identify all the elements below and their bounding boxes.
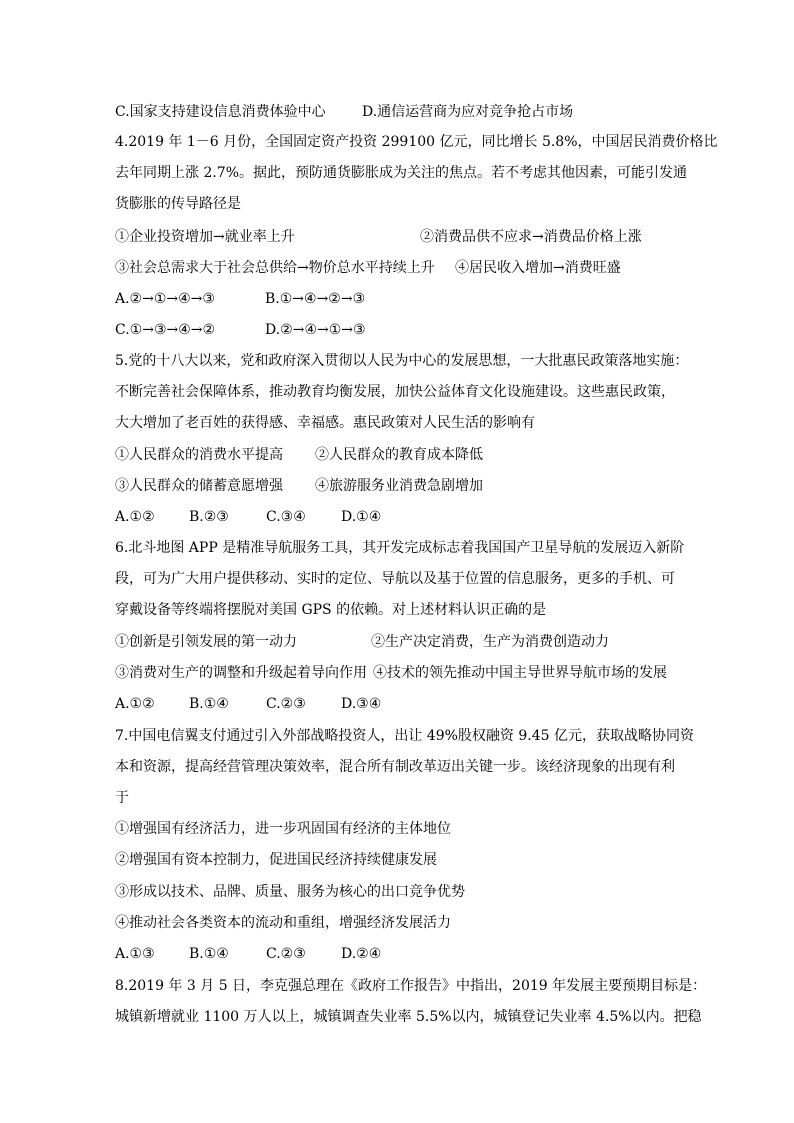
q7-item-2: ②增强国有资本控制力，促进国民经济持续健康发展 <box>115 852 437 868</box>
q4-stem-line-1: 4.2019 年 1－6 月份，全国固定资产投资 299100 亿元，同比增长 5.8%，中国居民消费价格比 <box>115 134 718 150</box>
q5-item-1: ①人民群众的消费水平提高 <box>115 447 283 463</box>
q3-option-d: D.通信运营商为应对竞争抢占市场 <box>362 104 574 120</box>
q5-item-4: ④旅游服务业消费急剧增加 <box>315 478 483 494</box>
q5-stem-line-3: 大大增加了老百姓的获得感、幸福感。惠民政策对人民生活的影响有 <box>115 415 535 431</box>
q5-stem-line-1: 5.党的十八大以来，党和政府深入贯彻以人民为中心的发展思想，一大批惠民政策落地实施： <box>115 353 689 369</box>
q6-stem-line-3: 穿戴设备等终端将摆脱对美国 GPS 的依赖。对上述材料认识正确的是 <box>115 602 547 618</box>
q7-item-4: ④推动社会各类资本的流动和重组，增强经济发展活力 <box>115 915 451 931</box>
q4-item-3: ③社会总需求大于社会总供给→物价总水平持续上升 <box>115 260 435 276</box>
q7-item-1: ①增强国有经济活力，进一步巩固国有经济的主体地位 <box>115 821 451 837</box>
q6-option-d: D.③④ <box>341 696 382 712</box>
q5-stem-line-2: 不断完善社会保障体系，推动教育均衡发展，加快公益体育文化设施建设。这些惠民政策， <box>115 384 675 400</box>
q4-option-c: C.①→③→④→② <box>115 322 216 338</box>
q4-option-d: D.②→④→①→③ <box>265 322 366 338</box>
q7-stem-line-2: 本和资源，提高经营管理决策效率，混合所有制改革迈出关键一步。该经济现象的出现有利 <box>115 759 675 775</box>
q8-stem-line-2: 城镇新增就业 1100 万人以上，城镇调查失业率 5.5%以内，城镇登记失业率 4.5%以内。把稳 <box>115 1009 702 1025</box>
q4-option-a: A.②→①→④→③ <box>115 291 215 307</box>
q7-stem-line-1: 7.中国电信翼支付通过引入外部战略投资人，出让 49%股权融资 9.45 亿元，获取战略协同资 <box>115 728 694 744</box>
q7-option-c: C.②③ <box>266 946 306 962</box>
q5-option-c: C.③④ <box>266 509 306 525</box>
q6-item-4: ④技术的领先推动中国主导世界导航市场的发展 <box>373 665 667 681</box>
q7-option-a: A.①③ <box>115 946 155 962</box>
q4-item-2: ②消费品供不应求→消费品价格上涨 <box>420 229 642 245</box>
q6-stem-line-2: 段，可为广大用户提供移动、实时的定位、导航以及基于位置的信息服务，更多的手机、可 <box>115 571 675 587</box>
q4-item-4: ④居民收入增加→消费旺盛 <box>455 260 621 276</box>
q4-stem-line-2: 去年同期上涨 2.7%。据此，预防通货膨胀成为关注的焦点。若不考虑其他因素，可能引发通 <box>115 165 688 181</box>
q6-option-c: C.②③ <box>266 696 306 712</box>
q6-item-3: ③消费对生产的调整和升级起着导向作用 <box>115 665 367 681</box>
q5-option-b: B.②③ <box>189 509 229 525</box>
q7-stem-line-3: 于 <box>115 790 129 806</box>
q6-stem-line-1: 6.北斗地图 APP 是精准导航服务工具，其开发完成标志着我国国产卫星导航的发展迈入新阶 <box>115 540 685 556</box>
q5-item-3: ③人民群众的储蓄意愿增强 <box>115 478 283 494</box>
q4-option-b: B.①→④→②→③ <box>265 291 366 307</box>
q6-item-1: ①创新是引领发展的第一动力 <box>115 634 297 650</box>
q7-option-b: B.①④ <box>189 946 229 962</box>
q6-option-a: A.①② <box>115 696 155 712</box>
q5-option-a: A.①② <box>115 509 155 525</box>
q4-item-1: ①企业投资增加→就业率上升 <box>115 229 295 245</box>
q7-item-3: ③形成以技术、品牌、质量、服务为核心的出口竞争优势 <box>115 884 465 900</box>
q8-stem-line-1: 8.2019 年 3 月 5 日，李克强总理在《政府工作报告》中指出，2019 年发展主要预期目标是： <box>115 978 707 994</box>
q4-stem-line-3: 货膨胀的传导路径是 <box>115 196 241 212</box>
q6-option-b: B.①④ <box>189 696 229 712</box>
q6-item-2: ②生产决定消费，生产为消费创造动力 <box>371 634 609 650</box>
q5-item-2: ②人民群众的教育成本降低 <box>315 447 483 463</box>
q3-option-c: C.国家支持建设信息消费体验中心 <box>115 104 326 120</box>
q5-option-d: D.①④ <box>341 509 382 525</box>
q7-option-d: D.②④ <box>341 946 382 962</box>
